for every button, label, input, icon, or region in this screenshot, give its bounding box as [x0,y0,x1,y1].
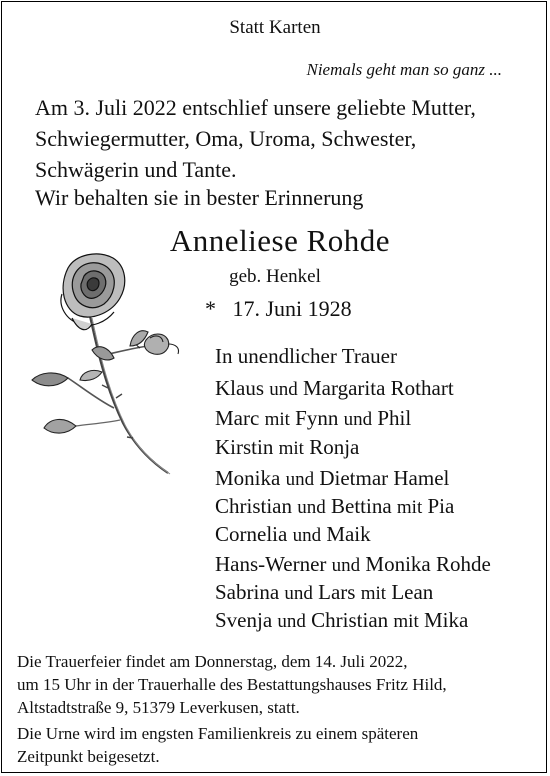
deceased-name: Anneliese Rohde [169,223,391,258]
mourner-line: Svenja und Christian mit Mika [215,608,469,632]
intro-line: Schwiegermutter, Oma, Uroma, Schwester, [35,126,417,151]
intro-text [35,92,476,185]
born-symbol: * [205,296,216,321]
funeral-info [17,650,447,719]
funeral-line: um 15 Uhr in der Trauerhalle des Bestattungshauses Fritz Hild, [17,675,447,694]
mourner-line: Sabrina und Lars mit Lean [215,580,434,604]
birth-name: geb. Henkel [229,266,321,287]
born-date: 17. Juni 1928 [232,296,352,321]
mourner-line: Christian und Bettina mit Pia [215,494,455,518]
mourner-line: Kirstin mit Ronja [215,435,360,459]
mourner-line: Marc mit Fynn und Phil [215,406,412,430]
mourners-heading: In unendlicher Trauer [215,344,397,368]
mourner-line: Monika und Dietmar Hamel [215,466,450,490]
urn-line: Zeitpunkt beigesetzt. [17,747,160,766]
motto: Niemals geht man so ganz ... [306,60,502,79]
urn-info [17,722,418,768]
mourner-line: Cornelia und Maik [215,522,371,546]
rose-icon [28,248,188,483]
intro-line: Schwägerin und Tante. [35,157,237,182]
funeral-line: Die Trauerfeier findet am Donnerstag, dem 14. Juli 2022, [17,652,408,671]
birth-date [205,296,352,322]
mourner-line: Klaus und Margarita Rothart [215,376,454,400]
intro-line: Am 3. Juli 2022 entschlief unsere geliebte Mutter, [35,95,476,120]
mourner-line: Hans-Werner und Monika Rohde [215,552,491,576]
header-statt-karten: Statt Karten [229,17,321,38]
funeral-line: Altstadtstraße 9, 51379 Leverkusen, statt. [17,698,300,717]
remember-line: Wir behalten sie in bester Erinnerung [35,185,364,210]
urn-line: Die Urne wird im engsten Familienkreis zu einem späteren [17,724,419,743]
